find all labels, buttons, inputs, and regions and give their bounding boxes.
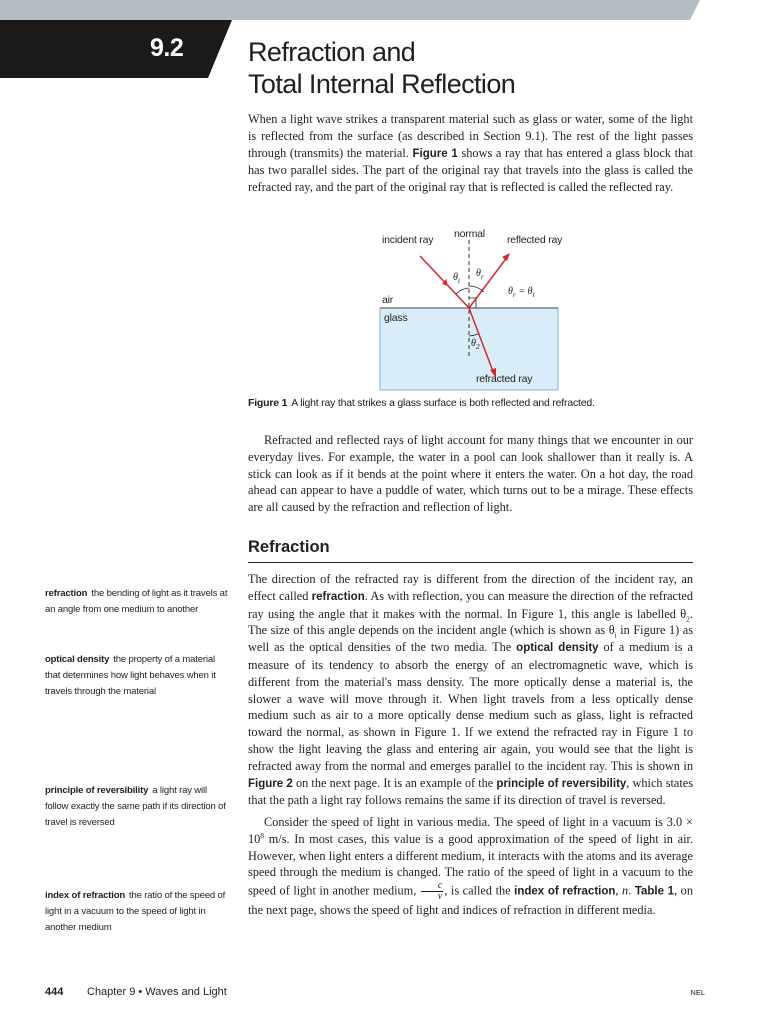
normal-label: normal	[454, 228, 485, 240]
incident-ray-label: incident ray	[382, 234, 434, 246]
figure-1	[372, 224, 592, 396]
figure1-reference: Figure 1	[412, 147, 458, 160]
figure-1-caption	[248, 397, 708, 409]
glossary-definition: a light ray will follow exactly the same path if its direction of travel is reversed	[45, 785, 226, 828]
c-over-v-fraction: $\frac{c}{v}$	[421, 881, 443, 902]
theta-2-label: $\theta_2$	[471, 338, 480, 351]
page-number: 444	[45, 986, 64, 998]
section-title	[248, 36, 728, 100]
section-title-line1: Refraction and	[248, 37, 416, 67]
glossary-term: principle of reversibility	[45, 785, 149, 796]
figure-1-caption-text: A light ray that strikes a glass surface is both reflected and refracted.	[291, 397, 595, 409]
chapter-label: Chapter 9 • Waves and Light	[87, 986, 227, 998]
theta-r-label: $\theta_r$	[476, 268, 484, 281]
air-label: air	[382, 294, 394, 306]
reflected-ray	[469, 256, 508, 308]
table1-reference: Table 1	[634, 885, 675, 898]
glossary-term: optical density	[45, 654, 110, 665]
figure-1-caption-label: Figure 1	[248, 397, 288, 409]
refracted-ray-label: refracted ray	[476, 373, 533, 385]
intro-paragraph	[248, 111, 693, 196]
header-band	[0, 0, 768, 20]
glossary-principle-of-reversibility	[45, 783, 230, 831]
figure-1-diagram	[372, 224, 592, 396]
term-index-of-refraction: index of refraction	[514, 885, 616, 898]
glossary-refraction	[45, 586, 230, 618]
glass-label: glass	[384, 312, 408, 324]
term-refraction: refraction	[311, 590, 365, 603]
refraction-paragraph-2: Consider the speed of light in various media. The speed of light in a vacuum is $3.0 \times 10^8$ m/s. In most cases, this value is a good approximation of the speed of light in air. However, when light enters a different medium, it interacts with the atoms and its average speed through the medium is changed. The ratio of the speed of light in a vacuum to the speed of light in another medium, $\frac{c}{v}$ , is called the index of refraction, n. Table 1, on the next page, shows the speed of light and indices of refraction in different media.	[248, 815, 693, 918]
intro-text-b: shows a ray that has entered a glass block that has two parallel sides. The part of the original ray that travels into the glass is called the refracted ray, and the part of the original ray that is reflected is called the reflected ray.	[248, 145, 694, 195]
refraction-paragraph-1: The direction of the refracted ray is different from the direction of the incident ray, an effect called refraction. As with reflection, you can measure the direction of the refracted ray using the angle that it makes with the normal. In Figure 1, this angle is labelled $\theta_2$. The size of this angle depends on the incident angle (which is shown as $\theta_i$ in Figure 1) as well as the optical densities of the two media. The optical density of a medium is a measure of its tendency to absorb the energy of an electromagnetic wave, which is different from the material's mass density. The more optically dense a material is, the slower a wave will move through it. When light travels from a less optically dense medium such as air to a more optically dense medium such as glass, light is refracted toward the normal, as shown in Figure 1. If we extend the refracted ray in Figure 1 to show the light leaving the glass and entering air again, you would see that the light is refracted away from the normal and emerges parallel to the incident ray. This is shown in Figure 2 on the next page. It is an example of the principle of reversibility, which states that the path a light ray follows remains the same if its direction of travel is reversed.	[248, 572, 694, 808]
glossary-definition: the ratio of the speed of light in a vacuum to the speed of light in another medium	[45, 890, 226, 933]
glossary-term: index of refraction	[45, 890, 126, 901]
page-footer	[45, 986, 705, 1002]
intro-text-a: When a light wave strikes a transparent material such as glass or water, some of the light is reflected from the surface (as described in Section 9.1). The rest of the light passes through (transmits) the material.	[248, 112, 693, 160]
glossary-optical-density	[45, 652, 230, 700]
angle-equation: $\theta_r = \theta_i$	[508, 286, 535, 299]
section-title-line2: Total Internal Reflection	[248, 69, 516, 99]
body-paragraph-2: Refracted and reflected rays of light account for many things that we encounter in our everyday lives. For example, the water in a pool can look shallower than it really is. A stick can look as if it bends at the point where it enters the water. On a hot day, the road ahead can appear to have a puddle of water, which turns out to be a mirage. These effects are all caused by the refraction and reflection of light.	[248, 433, 693, 515]
reflected-arrow	[502, 253, 510, 261]
theta-i-arc	[456, 288, 469, 294]
glossary-definition: the bending of light as it travels at an angle from one medium to another	[45, 588, 228, 615]
refraction-heading: Refraction	[248, 538, 693, 563]
reflected-ray-label: reflected ray	[507, 234, 563, 246]
term-principle-of-reversibility: principle of reversibility	[496, 777, 627, 790]
publisher-label: NEL	[690, 988, 705, 997]
section-number: 9.2	[150, 34, 184, 62]
figure2-reference: Figure 2	[248, 777, 293, 790]
theta-i-label: $\theta_i$	[453, 272, 461, 285]
term-optical-density: optical density	[516, 642, 599, 655]
glossary-term: refraction	[45, 588, 88, 599]
glossary-index-of-refraction	[45, 888, 230, 936]
glossary-definition: the property of a material that determines how light behaves when it travels through the material	[45, 654, 216, 697]
